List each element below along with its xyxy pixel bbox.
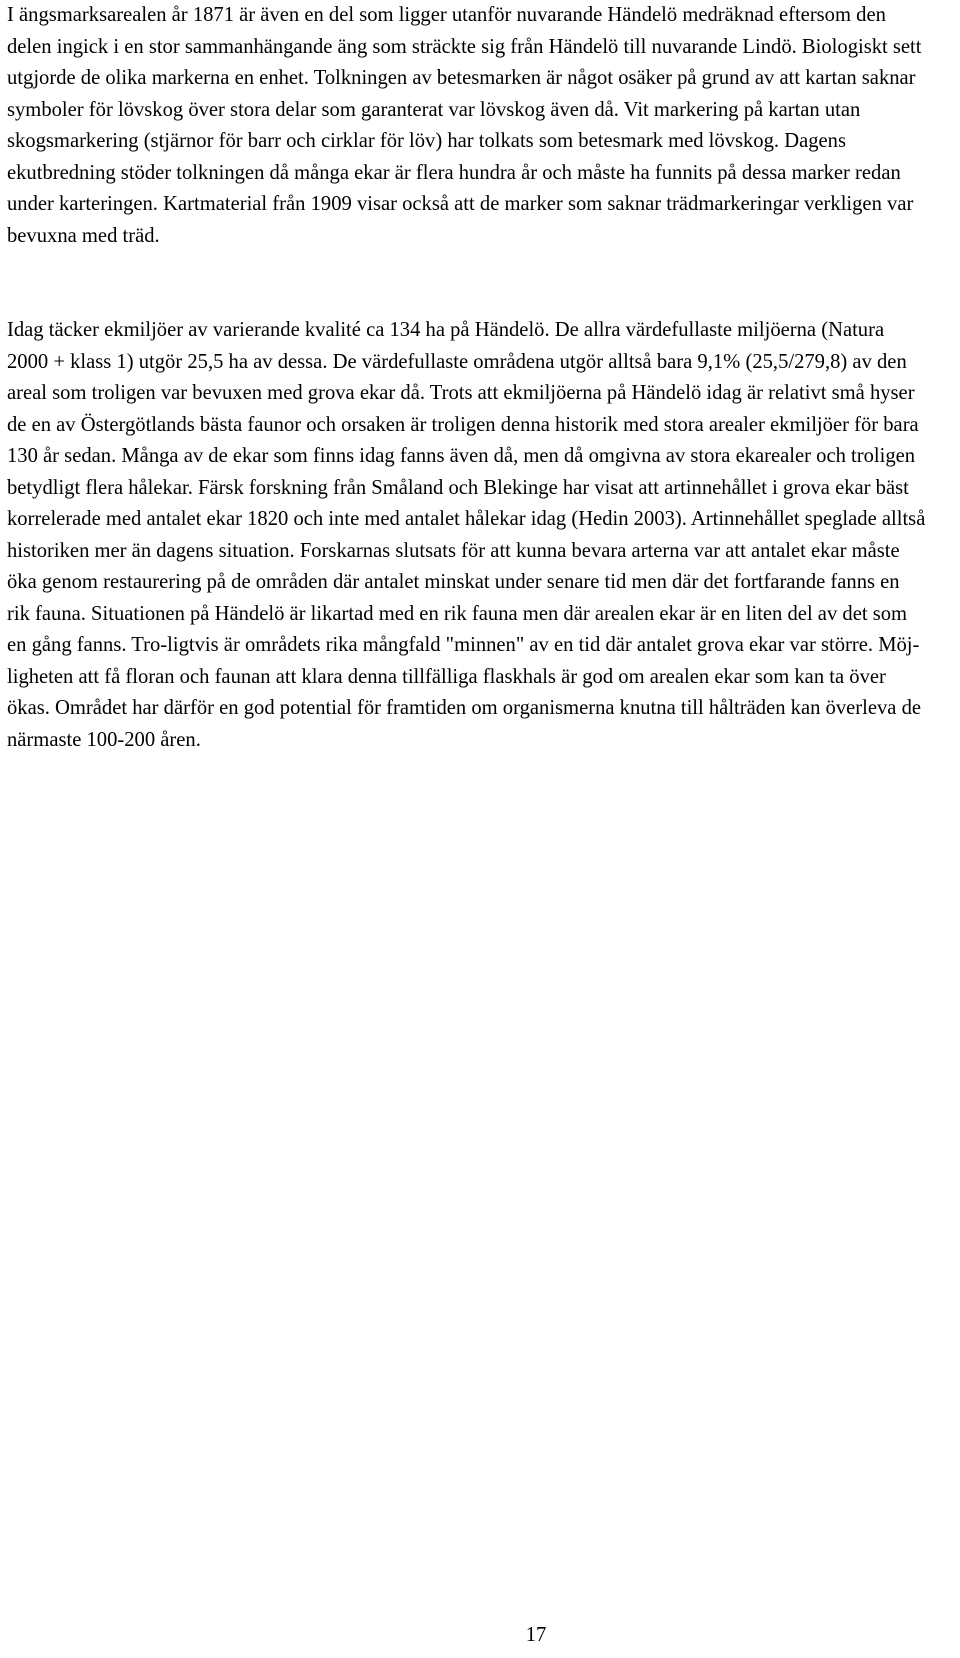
paragraph-meadow-history: I ängsmarksarealen år 1871 är även en del som ligger utanför nuvarande Händelö medräknad eftersom den delen ingick i en stor sammanhängande äng som sträckte sig från Händelö till nuvarande Lindö. Biologiskt sett utgjorde de olika markerna en enhet. Tolkningen av betesmarken är något osäker på grund av att kartan saknar symboler för lövskog över stora delar som garanterat var lövskog även då. Vit markering på kartan utan skogsmarkering (stjärnor för barr och cirklar för löv) har tolkats som betesmark med lövskog. Dagens ekutbredning stöder tolkningen då många ekar är flera hundra år och måste ha funnits på dessa marker redan under karteringen. Kartmaterial från 1909 visar också att de marker som saknar trädmarkeringar verkligen var bevuxna med träd. [7, 4, 922, 247]
document-page [7, 0, 931, 1658]
page-number: 17 [525, 1624, 547, 1646]
paragraph-oak-environments: Idag täcker ekmiljöer av varierande kvalité ca 134 ha på Händelö. De allra värdefullaste miljöerna (Natura 2000 + klass 1) utgör 25,5 ha av dessa. De värdefullaste områdena utgör alltså bara 9,1% (25,5/279,8) av den areal som troligen var bevuxen med grova ekar då. Trots att ekmiljöerna på Händelö idag är relativt små hyser de en av Östergötlands bästa faunor och orsaken är troligen denna historik med stora arealer ekmiljöer för bara 130 år sedan. Många av de ekar som finns idag fanns även då, men då omgivna av stora ekarealer och troligen betydligt flera hålekar. Färsk forskning från Småland och Blekinge har visat att artinnehållet i grova ekar bäst korrelerade med antalet ekar 1820 och inte med antalet hålekar idag (Hedin 2003). Artinnehållet speglade alltså historiken mer än dagens situation. Forskarnas slutsats för att kunna bevara arterna var att antalet ekar måste öka genom restaurering på de områden där antalet minskat under senare tid men där det fortfarande fanns en rik fauna. Situationen på Händelö är likartad med en rik fauna men där arealen ekar är en liten del av det som en gång fanns. Tro-ligtvis är områdets rika mångfald "minnen" av en tid där antalet grova ekar var större. Möj-ligheten att få floran och faunan att klara denna tillfälliga flaskhals är god om arealen ekar som kan ta över ökas. Området har därför en god potential för framtiden om organismerna knutna till hålträden kan överleva de närmaste 100-200 åren. [7, 319, 926, 751]
